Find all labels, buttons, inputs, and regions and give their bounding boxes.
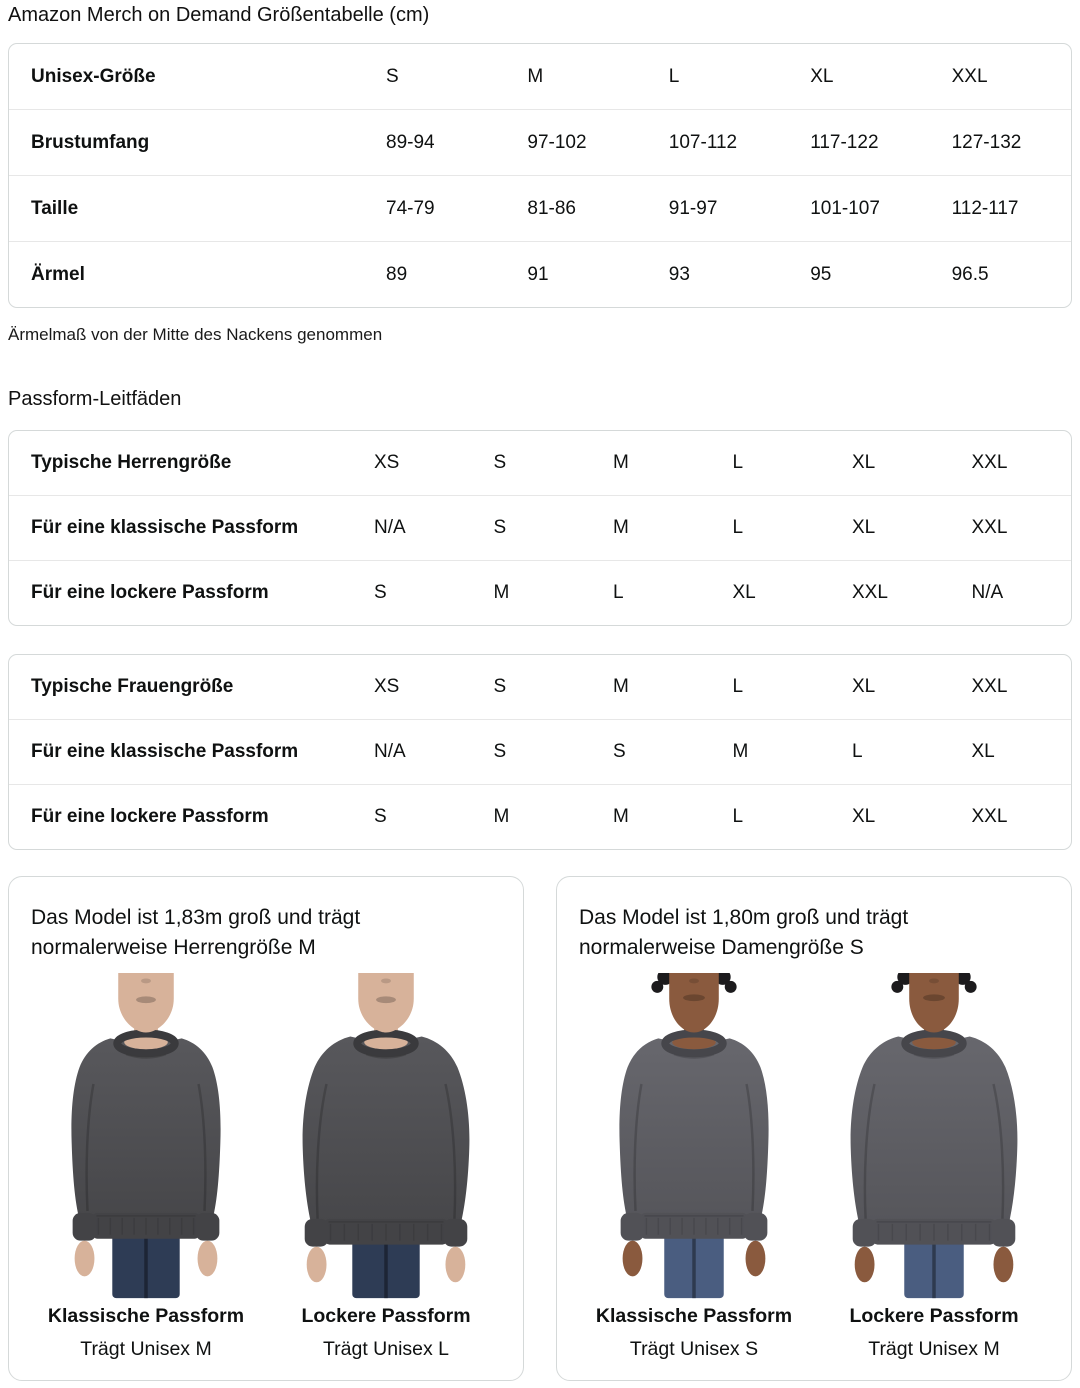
model-figure-loose-fit [819, 973, 1049, 1360]
size-value-cell: M [493, 806, 510, 827]
fit-caption: Klassische Passform [595, 1305, 793, 1328]
table-row [9, 495, 1071, 560]
row-label: Ärmel [31, 263, 85, 285]
table-row [9, 431, 1071, 495]
table-row [9, 241, 1071, 307]
table-row [9, 175, 1071, 241]
size-value-cell: XXL [971, 676, 1008, 697]
model-figures [31, 973, 501, 1360]
size-value-cell: XXL [971, 517, 1008, 538]
size-value-cell: 97-102 [527, 131, 587, 153]
size-value-cell: L [732, 676, 744, 697]
women-fit-table [8, 654, 1072, 850]
fit-guides-heading: Passform-Leitfäden [8, 388, 182, 410]
row-label: Für eine klassische Passform [31, 517, 299, 538]
table-row [9, 655, 1071, 719]
size-value-cell: M [527, 65, 544, 87]
size-value-cell: 117-122 [810, 131, 879, 153]
model-figures [579, 973, 1049, 1360]
size-value-cell: 91-97 [668, 197, 718, 219]
figure-caption [579, 1305, 809, 1360]
size-value-cell: 101-107 [810, 197, 880, 219]
size-value-cell: XXL [971, 806, 1008, 827]
model-figure-loose-fit [271, 973, 501, 1360]
size-value-cell: XL [852, 517, 876, 538]
size-value-cell: XL [732, 582, 756, 603]
size-value-cell: 93 [668, 263, 690, 285]
size-value-cell: XL [852, 452, 876, 473]
size-value-cell: M [613, 517, 629, 538]
figure-caption [31, 1305, 261, 1360]
model-photo-loose-fit [819, 973, 1049, 1305]
size-caption: Trägt Unisex M [868, 1337, 1000, 1360]
size-value-cell: L [732, 452, 744, 473]
model-card-men [8, 876, 524, 1381]
size-caption: Trägt Unisex M [80, 1337, 212, 1360]
size-value-cell: S [493, 741, 507, 762]
size-value-cell: S [374, 582, 387, 603]
row-label: Für eine klassische Passform [31, 741, 299, 762]
size-value-cell: L [668, 65, 680, 87]
size-value-cell: 95 [810, 263, 832, 285]
men-fit-table [8, 430, 1072, 626]
size-value-cell: XXL [951, 65, 988, 87]
size-value-cell: L [732, 806, 744, 827]
size-value-cell: XS [374, 452, 400, 473]
size-value-cell: N/A [971, 582, 1004, 603]
size-value-cell: XXL [971, 452, 1008, 473]
fit-caption: Lockere Passform [849, 1305, 1019, 1328]
model-figure-classic-fit [579, 973, 809, 1360]
model-photo-loose-fit [271, 973, 501, 1305]
row-label: Brustumfang [31, 131, 150, 153]
sleeve-measure-footnote: Ärmelmaß von der Mitte des Nackens genommen [8, 325, 383, 344]
size-value-cell: L [613, 582, 624, 603]
figure-caption [271, 1305, 501, 1360]
size-value-cell: 74-79 [386, 197, 435, 219]
size-value-cell: XL [852, 806, 876, 827]
table-row [9, 44, 1071, 109]
size-value-cell: 107-112 [668, 131, 738, 153]
size-value-cell: M [613, 806, 629, 827]
size-value-cell: S [493, 517, 507, 538]
row-label: Taille [31, 197, 79, 219]
size-value-cell: S [613, 741, 626, 762]
size-value-cell: L [852, 741, 863, 762]
size-value-cell: S [493, 452, 507, 473]
row-label: Für eine lockere Passform [31, 582, 269, 603]
model-description: Das Model ist 1,83m groß und trägt normalerweise Herrengröße M [31, 906, 361, 960]
size-value-cell: XS [374, 676, 400, 697]
row-label: Typische Herrengröße [31, 452, 232, 473]
model-photo-classic-fit [31, 973, 261, 1305]
size-value-cell: S [493, 676, 507, 697]
size-value-cell: M [493, 582, 510, 603]
size-value-cell: N/A [374, 517, 406, 538]
row-label: Typische Frauengröße [31, 676, 234, 697]
size-value-cell: 81-86 [527, 197, 576, 219]
table-row [9, 719, 1071, 784]
size-value-cell: 89 [386, 263, 408, 285]
size-value-cell: XL [852, 676, 876, 697]
size-value-cell: M [613, 676, 629, 697]
model-cards-row [8, 876, 1072, 1381]
fit-caption: Lockere Passform [301, 1305, 471, 1328]
size-value-cell: S [386, 65, 399, 87]
size-value-cell: S [374, 806, 387, 827]
page-title: Amazon Merch on Demand Größentabelle (cm) [8, 4, 430, 26]
row-label: Unisex-Größe [31, 65, 156, 87]
size-value-cell: 96.5 [951, 263, 989, 285]
size-caption: Trägt Unisex L [322, 1337, 450, 1360]
size-value-cell: 112-117 [951, 197, 1019, 219]
size-caption: Trägt Unisex S [629, 1337, 759, 1360]
model-figure-classic-fit [31, 973, 261, 1360]
size-value-cell: 127-132 [951, 131, 1022, 153]
table-row [9, 560, 1071, 625]
model-description: Das Model ist 1,80m groß und trägt normalerweise Damengröße S [579, 906, 909, 960]
model-card-women [556, 876, 1072, 1381]
model-photo-classic-fit [579, 973, 809, 1305]
size-value-cell: L [732, 517, 744, 538]
unisex-size-table [8, 43, 1072, 308]
row-label: Für eine lockere Passform [31, 806, 269, 827]
size-value-cell: N/A [374, 741, 406, 762]
size-value-cell: M [732, 741, 749, 762]
size-value-cell: 89-94 [386, 131, 435, 153]
size-value-cell: XL [810, 65, 834, 87]
table-row [9, 784, 1071, 849]
fit-caption: Klassische Passform [47, 1305, 245, 1328]
size-value-cell: XXL [852, 582, 888, 603]
size-value-cell: XL [971, 741, 995, 762]
figure-caption [819, 1305, 1049, 1360]
size-value-cell: 91 [527, 263, 549, 285]
table-row [9, 109, 1071, 175]
size-value-cell: M [613, 452, 629, 473]
